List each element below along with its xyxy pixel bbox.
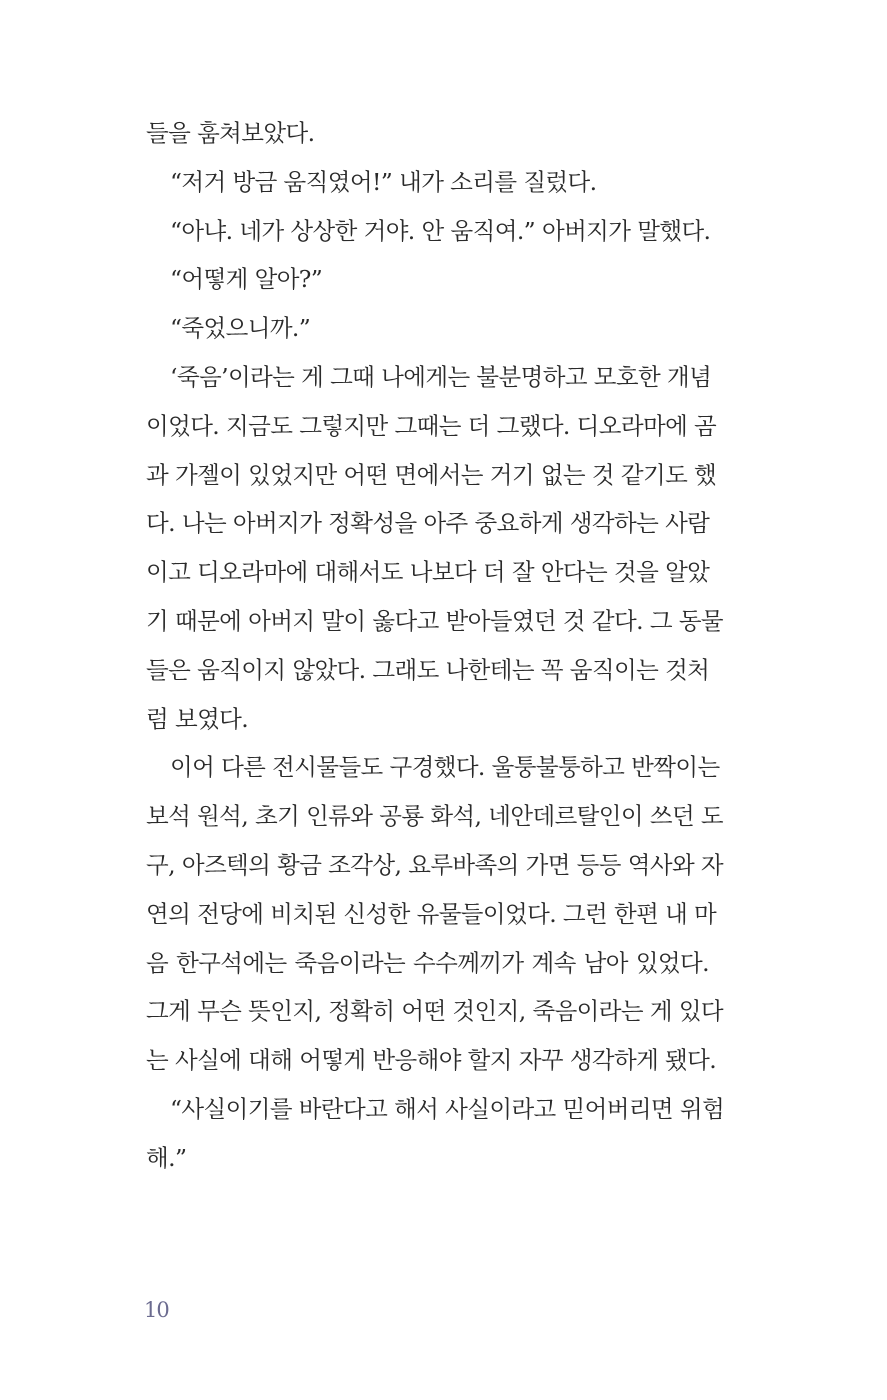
text-line: 기 때문에 아버지 말이 옳다고 받아들였던 것 같다. 그 동물 — [146, 606, 724, 635]
text-line: 음 한구석에는 죽음이라는 수수께끼가 계속 남아 있었다. — [146, 948, 709, 977]
text-line: 는 사실에 대해 어떻게 반응해야 할지 자꾸 생각하게 됐다. — [146, 1046, 717, 1075]
paragraph-4-dialogue — [146, 255, 709, 304]
text-line: 과 가젤이 있었지만 어떤 면에서는 거기 없는 것 같기도 했 — [146, 460, 717, 489]
text-line: ‘죽음’이라는 게 그때 나에게는 불분명하고 모호한 개념 — [170, 362, 712, 391]
text-line: 이고 디오라마에 대해서도 나보다 더 잘 안다는 것을 알았 — [146, 558, 710, 587]
body-text — [146, 109, 725, 1183]
text-line: 이었다. 지금도 그렇지만 그때는 더 그랬다. 디오라마에 곰 — [146, 411, 717, 440]
text-line: 연의 전당에 비치된 신성한 유물들이었다. 그런 한편 내 마 — [146, 899, 717, 928]
text-line: 이어 다른 전시물들도 구경했다. 울퉁불퉁하고 반짝이는 — [170, 753, 720, 782]
paragraph-3-dialogue — [146, 207, 709, 256]
paragraph-1 — [146, 109, 709, 158]
text-line: 다. 나는 아버지가 정확성을 아주 중요하게 생각하는 사람 — [146, 509, 710, 538]
paragraph-8-dialogue — [146, 1085, 725, 1183]
text-line: “어떻게 알아?” — [170, 265, 323, 294]
text-line: 들은 움직이지 않았다. 그래도 나한테는 꼭 움직이는 것처 — [146, 655, 710, 684]
text-line: 들을 훔쳐보았다. — [146, 119, 315, 147]
paragraph-5-dialogue — [146, 304, 709, 353]
paragraph-6 — [146, 353, 724, 743]
text-line: “죽었으니까.” — [170, 314, 311, 343]
paragraph-7 — [146, 743, 724, 1085]
text-line: “아냐. 네가 상상한 거야. 안 움직여.” 아버지가 말했다. — [170, 216, 711, 245]
text-line: 럼 보였다. — [146, 704, 249, 733]
text-line: 그게 무슨 뜻인지, 정확히 어떤 것인지, 죽음이라는 게 있다 — [146, 997, 724, 1026]
text-line: “사실이기를 바란다고 해서 사실이라고 믿어버리면 위험 — [170, 1094, 725, 1123]
page-number: 10 — [144, 1298, 169, 1322]
text-line: 해.” — [146, 1143, 187, 1172]
text-line: 구, 아즈텍의 황금 조각상, 요루바족의 가면 등등 역사와 자 — [146, 850, 724, 879]
text-line: 보석 원석, 초기 인류와 공룡 화석, 네안데르탈인이 쓰던 도 — [146, 802, 724, 831]
text-line: “저거 방금 움직였어!” 내가 소리를 질렀다. — [170, 167, 597, 196]
paragraph-2-dialogue — [146, 158, 709, 207]
